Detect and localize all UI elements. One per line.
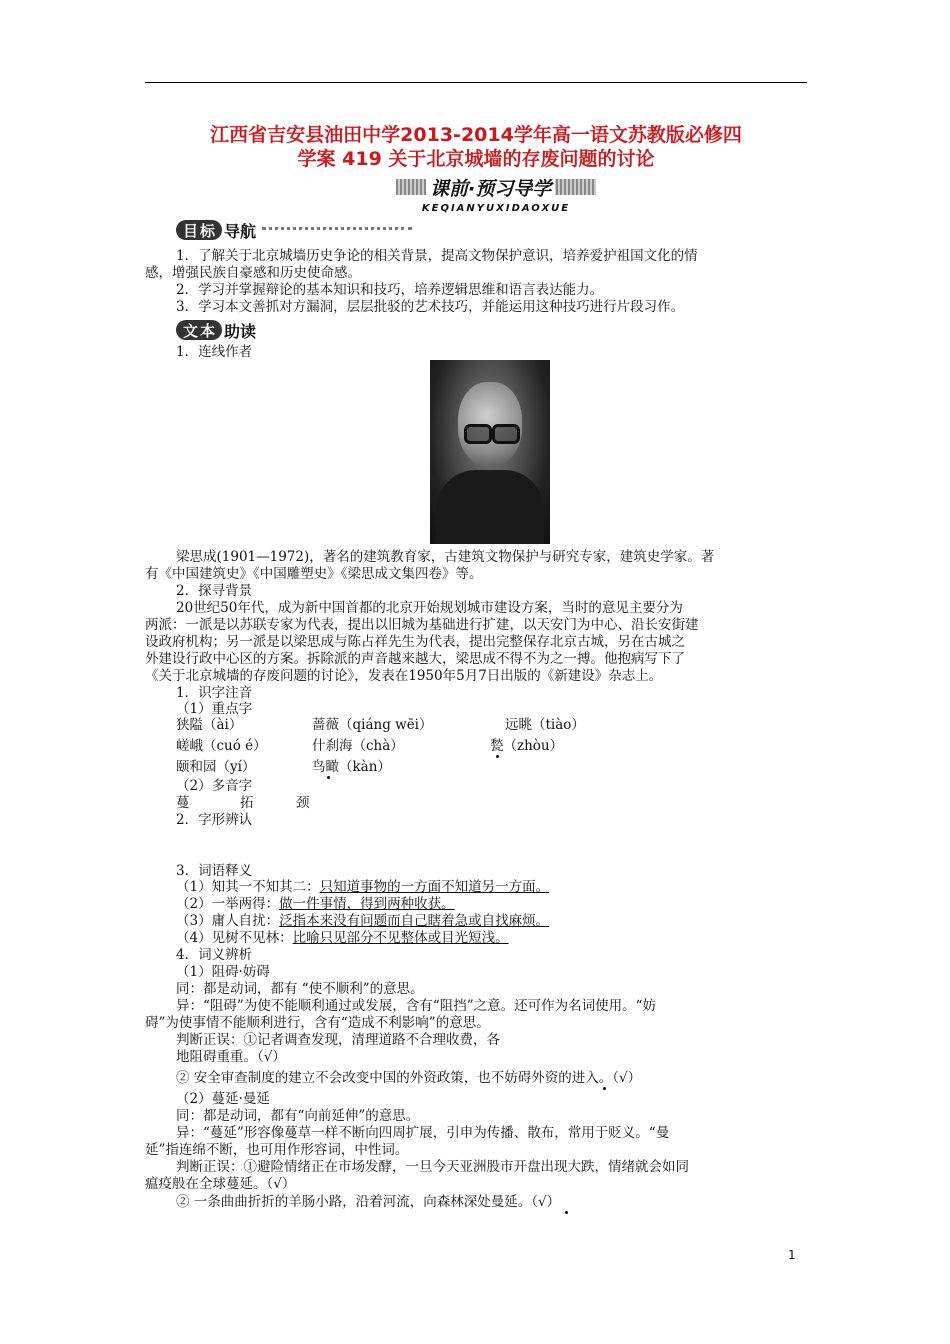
author-bio-b: 有《中国建筑史》《中国雕塑史》《梁思成文集四卷》等。	[145, 566, 483, 582]
doc-title-line1: 江西省吉安县油田中学2013-2014学年高一语文苏教版必修四	[210, 124, 742, 146]
portrait-body	[436, 470, 544, 544]
bg-5: 《关于北京城墙的存废问题的讨论》，发表在1950年5月7日出版的《新建设》杂志上。	[145, 668, 663, 684]
emphasis-dot	[603, 1087, 606, 1090]
poly-char: 蔓	[176, 795, 190, 811]
doc-title-line2: 学案 419 关于北京城墙的存废问题的讨论	[297, 148, 655, 170]
vocab-row: （3）庸人自扰：泛指本来没有问题而自己瞎着急或自找麻烦。	[176, 913, 550, 929]
portrait-lens-right	[492, 424, 520, 444]
author-portrait	[430, 360, 550, 544]
heading-rest: 导航	[224, 221, 257, 241]
vocab-row: （4）见树不见林：比喻只见部分不见整体或目光短浅。	[176, 930, 509, 946]
banner-subtitle: KEQIANYUXIDAOXUE	[421, 203, 571, 214]
pinyin-item: 什刹海（chà）	[312, 738, 404, 754]
heading-pill: 目 标	[176, 220, 222, 240]
poly-char: 拓	[240, 795, 254, 811]
goal-3: 3．学习本文善抓对方漏洞，层层批驳的艺术技巧，并能运用这种技巧进行片段习作。	[176, 299, 685, 315]
pair-1-judge-b: 地阻碍重重。（√）	[176, 1049, 286, 1065]
sub-pronunciation: 1．识字注音	[176, 685, 253, 701]
bg-3: 设政府机构；另一派是以梁思成与陈占祥先生为代表，提出完整保存北京古城，另在古城之	[145, 634, 685, 650]
sub-word-analysis: 4．词义辨析	[176, 947, 253, 963]
pinyin-item: 嵯峨（cuó é）	[176, 738, 267, 754]
banner-title: 课前·预习导学	[426, 174, 555, 201]
pair-2-same: 同：都是动词，都有“向前延伸”的意思。	[176, 1108, 420, 1124]
pair-1-diff-a: 异：“阻碍”为使不能顺利通过或发展，含有“阻挡”之意。还可作为名词使用。“妨	[176, 998, 657, 1014]
sub-key-chars: （1）重点字	[176, 701, 253, 717]
sub-polyphones: （2）多音字	[176, 778, 253, 794]
page-number: 1	[788, 1248, 796, 1262]
pair-2-judge-c: ② 一条曲曲折折的羊肠小路，沿着河流，向森林深处曼延。（√）	[176, 1194, 561, 1210]
section-banner	[396, 177, 596, 200]
sub-background: 2．探寻背景	[176, 583, 253, 599]
bg-2: 两派：一派是以苏联专家为代表，提出以旧城为基础进行扩建，以天安门为中心、沿长安街建	[145, 617, 699, 633]
pair-2-diff-a: 异：“蔓延”形容像蔓草一样不断向四周扩展，引申为传播、散布，常用于贬义。“曼	[176, 1125, 670, 1141]
pair-1-same: 同：都是动词，都有 “使不顺利”的意思。	[176, 981, 424, 997]
pair-2-judge-a: 判断正误：①避险情绪正在市场发酵，一旦今天亚洲股市开盘出现大跌，情绪就会如同	[176, 1159, 689, 1175]
pinyin-item: 颐和园（yí）	[176, 759, 256, 775]
goal-1b: 感，增强民族自豪感和历史使命感。	[145, 265, 361, 281]
author-bio-a: 梁思成(1901—1972)，著名的建筑教育家，古建筑文物保护与研究专家，建筑史学家。著	[176, 549, 715, 565]
dotted-rule	[262, 227, 412, 234]
portrait-lens-left	[464, 424, 492, 444]
heading-reading	[176, 319, 256, 341]
sub-vocab: 3．词语释义	[176, 863, 253, 879]
pinyin-item: 鸟瞰（kàn）	[312, 759, 391, 775]
emphasis-dot	[327, 776, 330, 779]
sub-glyphs: 2．字形辨认	[176, 812, 253, 828]
pair-1-diff-b: 碍”为使事情不能顺利进行，含有“造成不利影响”的意思。	[145, 1015, 490, 1031]
vocab-row: （2）一举两得：做一件事情，得到两种收获。	[176, 896, 455, 912]
header-rule	[145, 82, 807, 83]
pinyin-item: 远眺（tiào）	[505, 717, 585, 733]
bg-1: 20世纪50年代，成为新中国首都的北京开始规划城市建设方案，当时的意见主要分为	[176, 600, 683, 616]
poly-char: 颈	[296, 795, 310, 811]
pair-2-title: （2）蔓延·曼延	[176, 1091, 270, 1107]
pinyin-item: 蔷薇（qiáng wēi）	[312, 717, 433, 733]
goal-1a: 1．了解关于北京城墙历史争论的相关背景，提高文物保护意识，培养爱护祖国文化的情	[176, 248, 698, 264]
heading-goals	[176, 219, 412, 241]
heading-pill: 文 本	[176, 320, 222, 340]
pair-1-judge-c: ② 安全审查制度的建立不会改变中国的外资政策，也不妨碍外资的进入。（√）	[176, 1070, 642, 1086]
vocab-row: （1）知其一不知其二：只知道事物的一方面不知道另一方面。	[176, 879, 550, 895]
pinyin-item: 狭隘（ài）	[176, 717, 243, 733]
bg-4: 外建设行政中心区的方案。拆除派的声音越来越大，梁思成不得不为之一搏。他抱病写下了	[145, 651, 685, 667]
sub-author: 1．连线作者	[176, 344, 253, 360]
pinyin-item: 甃（zhòu）	[490, 738, 564, 754]
pair-1-title: （1）阻碍·妨碍	[176, 964, 270, 980]
heading-rest: 助读	[224, 321, 257, 341]
emphasis-dot	[496, 755, 499, 758]
emphasis-dot	[565, 1211, 568, 1214]
pair-2-diff-b: 延”指连绵不断，也可用作形容词，中性词。	[145, 1142, 409, 1158]
goal-2: 2．学习并掌握辩论的基本知识和技巧，培养逻辑思维和语言表达能力。	[176, 282, 604, 298]
pair-1-judge-a: 判断正误：①记者调查发现，清理道路不合理收费，各	[176, 1032, 500, 1048]
pair-2-judge-b: 瘟疫般在全球蔓延。（√）	[145, 1176, 296, 1192]
